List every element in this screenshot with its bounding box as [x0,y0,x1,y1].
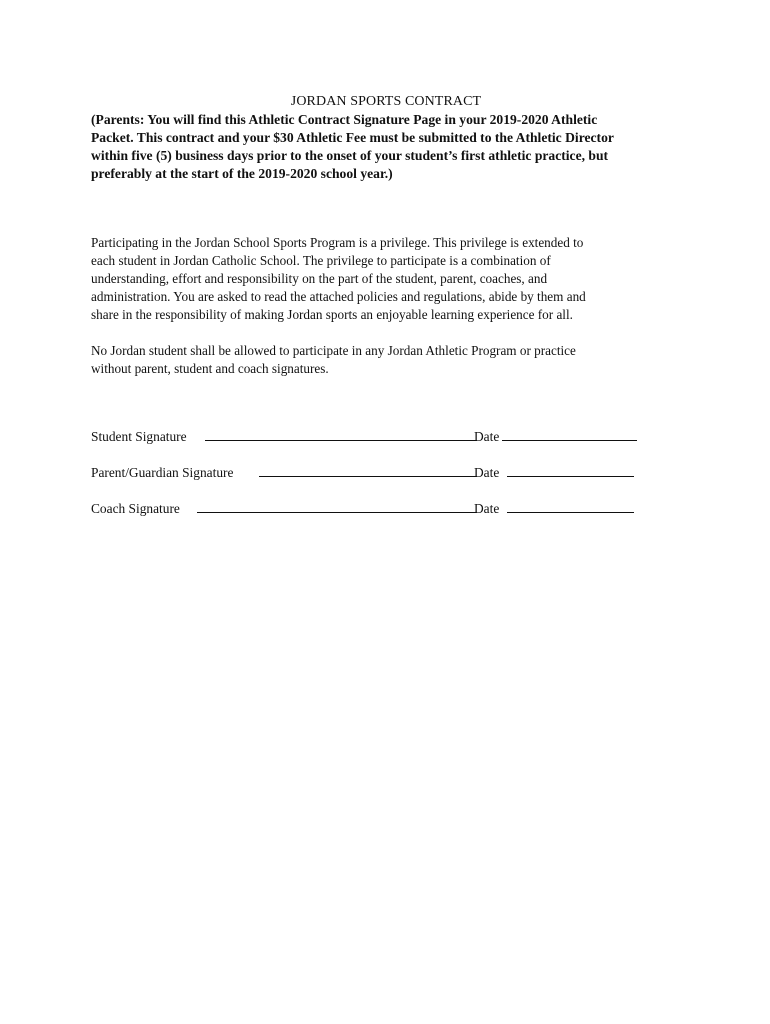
parent-signature-line[interactable] [259,464,477,477]
coach-signature-line[interactable] [197,500,477,513]
student-signature-label: Student Signature [91,429,187,444]
student-date-line[interactable] [502,428,637,441]
document-title-text: JORDAN SPORTS CONTRACT [290,94,482,109]
paragraph-line: No Jordan student shall be allowed to participate in any Jordan Athletic Program or practice [91,343,576,358]
coach-date-label: Date [474,501,500,516]
paragraph-line: Participating in the Jordan School Sports Program is a privilege. This privilege is extended to [91,235,584,250]
signature-requirement-paragraph [91,342,691,378]
student-signature-row [91,428,651,446]
coach-date-line[interactable] [507,500,634,513]
parent-signature-label: Parent/Guardian Signature [91,465,234,480]
student-date-label: Date [474,429,500,444]
parent-signature-row [91,464,651,482]
document-title [0,93,770,111]
parent-date-label: Date [474,465,500,480]
parents-note-line: within five (5) business days prior to the onset of your student’s first athletic practice, but [91,148,609,163]
parents-note-line: (Parents: You will find this Athletic Contract Signature Page in your 2019-2020 Athletic [91,112,598,127]
paragraph-line: share in the responsibility of making Jordan sports an enjoyable learning experience for all. [91,307,573,322]
paragraph-line: administration. You are asked to read the attached policies and regulations, abide by them and [91,289,586,304]
coach-signature-row [91,500,651,518]
parents-note [91,111,691,183]
paragraph-line: understanding, effort and responsibility on the part of the student, parent, coaches, and [91,271,548,286]
parents-note-line: preferably at the start of the 2019-2020 school year.) [91,166,393,181]
parent-date-line[interactable] [507,464,634,477]
coach-signature-label: Coach Signature [91,501,180,516]
student-signature-line[interactable] [205,428,477,441]
parents-note-line: Packet. This contract and your $30 Athletic Fee must be submitted to the Athletic Director [91,130,614,145]
paragraph-line: without parent, student and coach signatures. [91,361,329,376]
paragraph-line: each student in Jordan Catholic School. The privilege to participate is a combination of [91,253,551,268]
privilege-paragraph [91,234,691,324]
